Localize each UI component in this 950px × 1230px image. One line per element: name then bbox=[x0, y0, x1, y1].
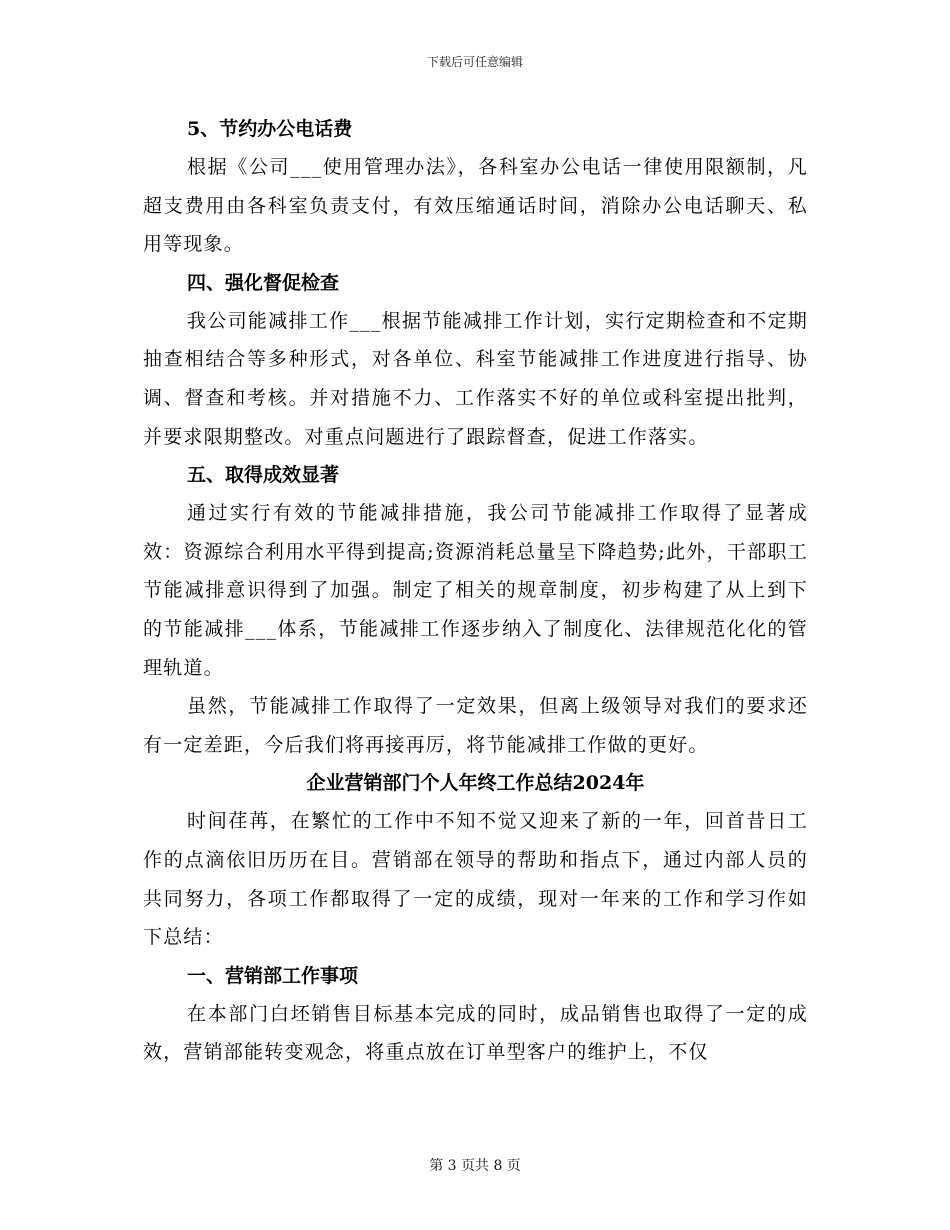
document-body bbox=[143, 110, 808, 1072]
paragraph-phone-policy: 根据《公司___使用管理办法》，各科室办公电话一律使用限额制，凡超支费用由各科室负责支付，有效压缩通话时间，消除办公电话聊天、私用等现象。 bbox=[143, 156, 808, 256]
paragraph-intro: 时间荏苒，在繁忙的工作中不知不觉又迎来了新的一年，回首昔日工作的点滴依旧历历在目。营销部在领导的帮助和指点下，通过内部人员的共同努力，各项工作都取得了一定的成绩，现对一年来的工作和学习作如下总结： bbox=[143, 810, 808, 949]
section-heading-save-phone: 5、节约办公电话费 bbox=[187, 118, 353, 140]
page-number: 第 3 页共 8 页 bbox=[429, 1158, 521, 1174]
paragraph-supervision: 我公司能减排工作___根据节能减排工作计划，实行定期检查和不定期抽查相结合等多种形式，对各单位、科室节能减排工作进度进行指导、协调、督查和考核。并对措施不力、工作落实不好的单位或科室提出批判，并要求限期整改。对重点问题进行了跟踪督查，促进工作落实。 bbox=[143, 309, 808, 448]
page-header-note: 下载后可任意编辑 bbox=[426, 55, 523, 69]
section-heading-marketing: 一、营销部工作事项 bbox=[187, 964, 359, 987]
document-title: 企业营销部门个人年终工作总结2024年 bbox=[306, 772, 645, 795]
paragraph-marketing: 在本部门白坯销售目标基本完成的同时，成品销售也取得了一定的成效，营销部能转变观念，将重点放在订单型客户的维护上，不仅 bbox=[143, 1002, 808, 1064]
section-heading-results: 五、取得成效显著 bbox=[187, 464, 340, 487]
paragraph-outlook: 虽然，节能减排工作取得了一定效果，但离上级领导对我们的要求还有一定差距，今后我们将再接再厉，将节能减排工作做的更好。 bbox=[143, 695, 808, 756]
paragraph-results: 通过实行有效的节能减排措施，我公司节能减排工作取得了显著成效：资源综合利用水平得到提高;资源消耗总量呈下降趋势;此外，干部职工节能减排意识得到了加强。制定了相关的规章制度，初步构建了从上到下的节能减排___体系，节能减排工作逐步纳入了制度化、法律规范化化的管理轨道。 bbox=[143, 502, 808, 679]
section-heading-supervision: 四、强化督促检查 bbox=[187, 271, 340, 294]
